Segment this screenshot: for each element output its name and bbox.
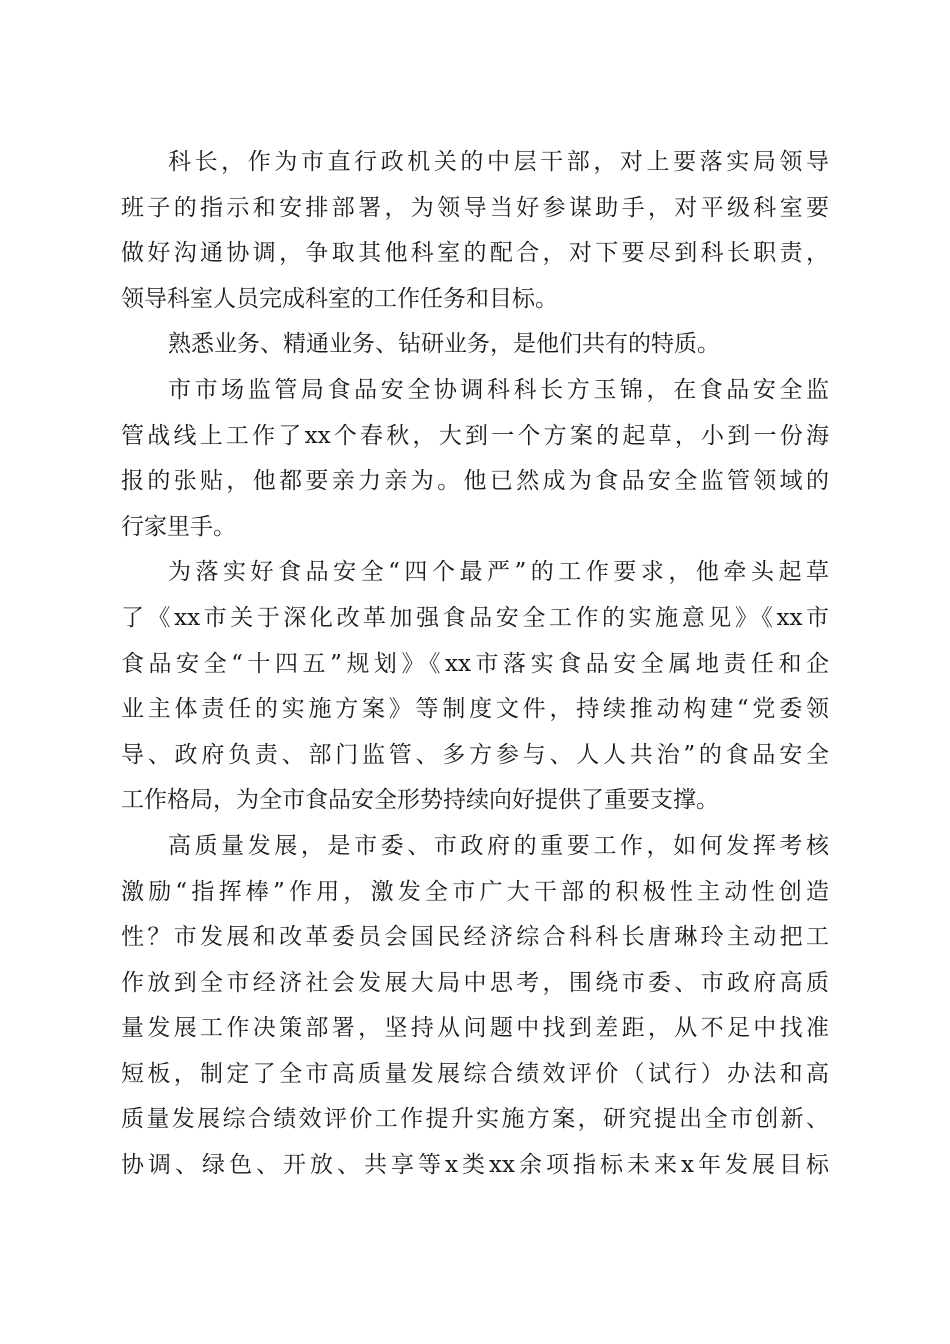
text-line: 了《xx市关于深化改革加强食品安全工作的实施意见》《xx市 <box>121 604 829 631</box>
text-line: 管战线上工作了xx个春秋，大到一个方案的起草，小到一份海 <box>121 422 829 449</box>
text-line: 协调、绿色、开放、共享等x类xx余项指标未来x年发展目标 <box>121 1152 829 1179</box>
text-line: 熟悉业务、精通业务、钻研业务，是他们共有的特质。 <box>168 331 720 358</box>
document-body <box>121 140 829 1189</box>
text-line: 做好沟通协调，争取其他科室的配合，对下要尽到科长职责， <box>121 240 829 267</box>
text-line: 高质量发展，是市委、市政府的重要工作，如何发挥考核 <box>168 832 829 859</box>
text-line: 工作格局，为全市食品安全形势持续向好提供了重要支撑。 <box>121 787 719 814</box>
text-line: 性？市发展和改革委员会国民经济综合科科长唐琳玲主动把工 <box>121 924 829 951</box>
text-line: 量发展工作决策部署，坚持从问题中找到差距，从不足中找准 <box>121 1015 829 1042</box>
text-line: 食品安全“十四五”规划》《xx市落实食品安全属地责任和企 <box>121 650 829 677</box>
text-line: 班子的指示和安排部署，为领导当好参谋助手，对平级科室要 <box>121 194 829 221</box>
text-line: 市市场监管局食品安全协调科科长方玉锦，在食品安全监 <box>168 376 829 403</box>
text-line: 业主体责任的实施方案》等制度文件，持续推动构建“党委领 <box>121 696 829 723</box>
text-line: 为落实好食品安全“四个最严”的工作要求，他牵头起草 <box>168 559 829 586</box>
text-line: 质量发展综合绩效评价工作提升实施方案，研究提出全市创新、 <box>121 1106 829 1133</box>
text-line: 领导科室人员完成科室的工作任务和目标。 <box>121 285 558 312</box>
text-line: 行家里手。 <box>121 513 236 540</box>
text-line: 激励“指挥棒”作用，激发全市广大干部的积极性主动性创造 <box>121 878 829 905</box>
text-line: 短板，制定了全市高质量发展综合绩效评价（试行）办法和高 <box>121 1060 829 1087</box>
text-line: 报的张贴，他都要亲力亲为。他已然成为食品安全监管领域的 <box>121 468 829 495</box>
text-line: 科长，作为市直行政机关的中层干部，对上要落实局领导 <box>168 149 829 175</box>
text-line: 导、政府负责、部门监管、多方参与、人人共治”的食品安全 <box>121 741 829 768</box>
text-line: 作放到全市经济社会发展大局中思考，围绕市委、市政府高质 <box>121 969 829 996</box>
